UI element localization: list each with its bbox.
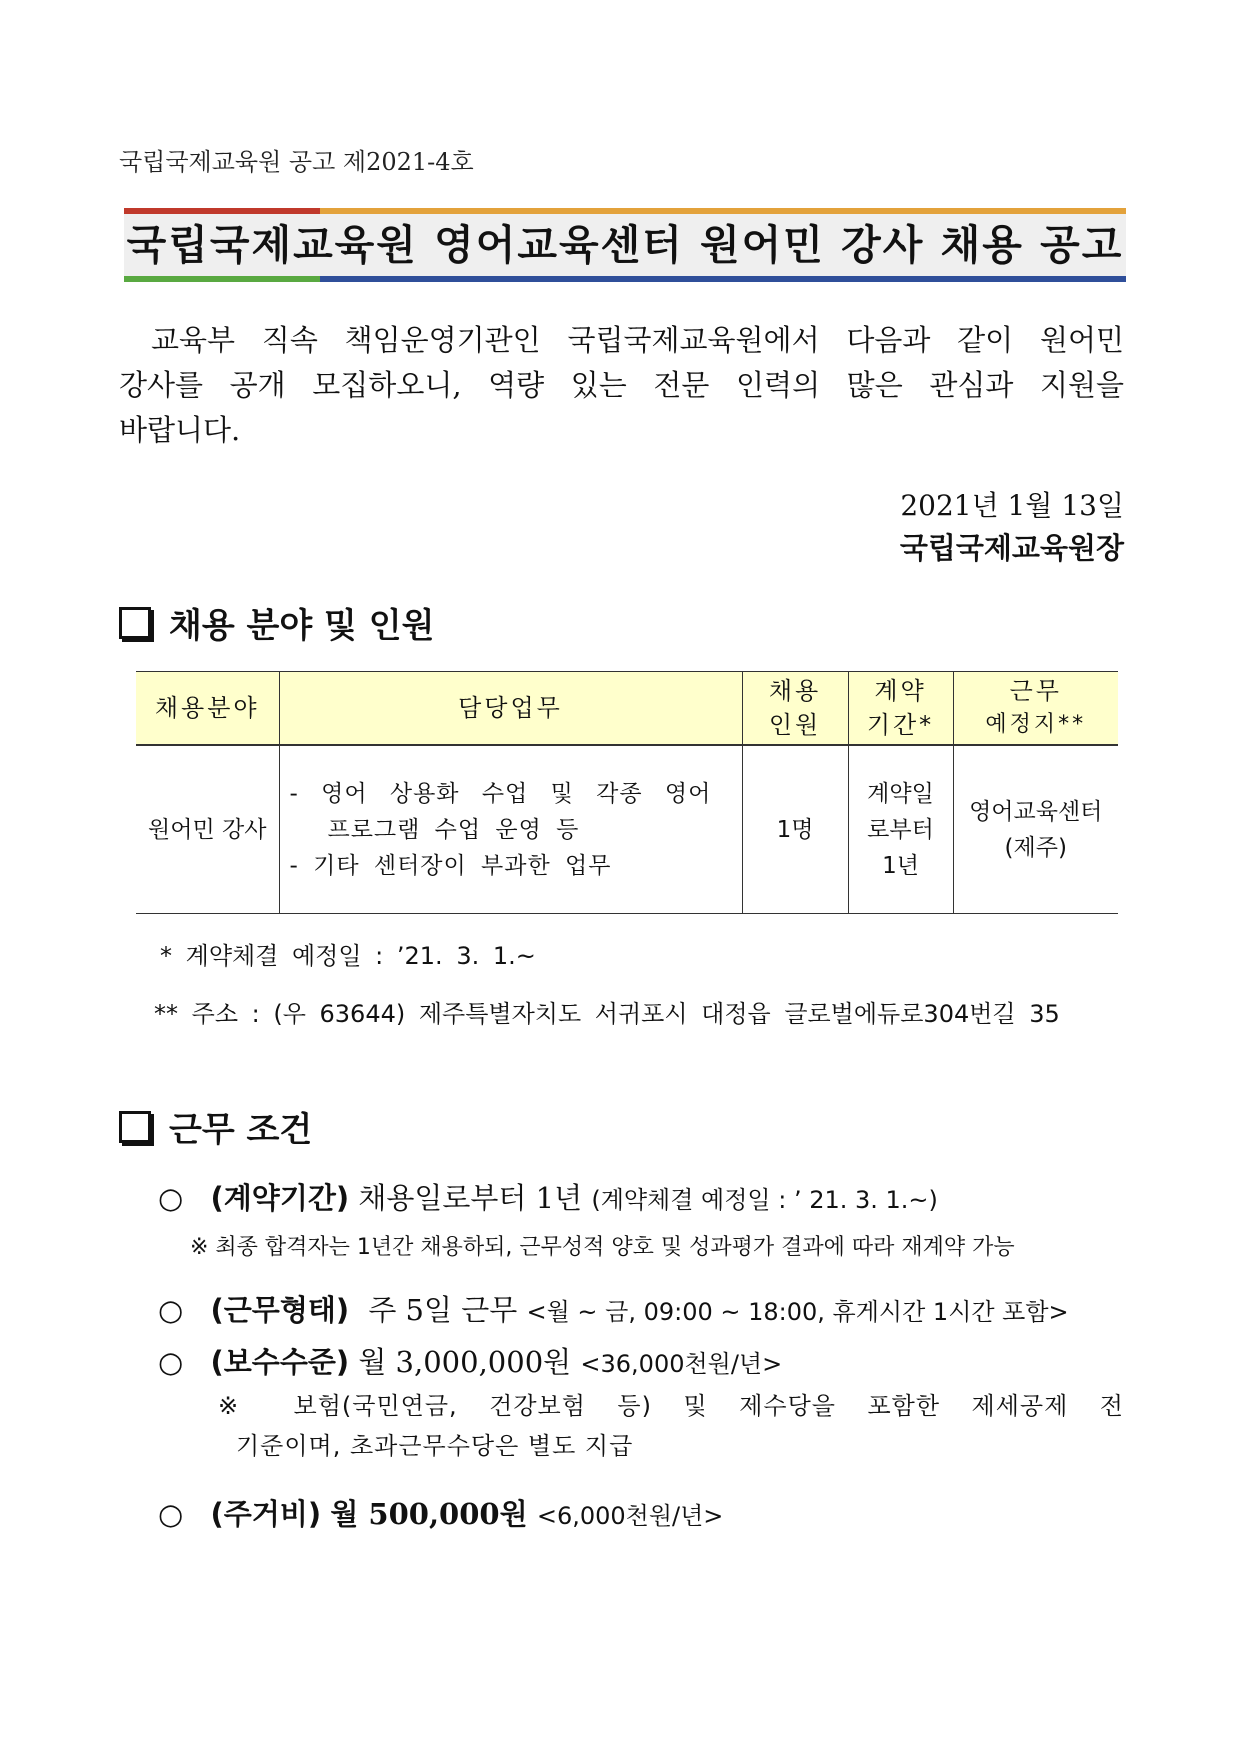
section-title: 채용 분야 및 인원 xyxy=(169,606,435,646)
period-line: 로부터 xyxy=(867,816,934,843)
place-line: (제주) xyxy=(1004,834,1067,861)
header-count-line: 인원 xyxy=(768,711,822,739)
condition-text: 월 3,000,000원 xyxy=(358,1345,572,1379)
cell-count: 1명 xyxy=(742,745,848,914)
bullet-circle-icon: ○ xyxy=(158,1293,184,1327)
cell-field: 원어민 강사 xyxy=(136,745,279,914)
signer: 국립국제교육원장 xyxy=(899,531,1124,565)
condition-label: (보수수준) xyxy=(210,1345,350,1379)
bullet-circle-icon: ○ xyxy=(158,1181,184,1215)
condition-work xyxy=(158,1288,1069,1329)
period-line: 계약일 xyxy=(867,780,934,807)
intro-line: 강사를 공개 모집하오니, 역량 있는 전문 인력의 많은 관심과 지원을 xyxy=(119,368,1124,402)
duty-line: - 영어 상용화 수업 및 각종 영어 xyxy=(289,780,712,807)
header-period-line: 기간* xyxy=(866,711,935,739)
condition-detail: <36,000천원/년> xyxy=(580,1350,783,1378)
header-place xyxy=(953,672,1118,746)
recruitment-table xyxy=(136,671,1118,914)
condition-label: (주거비) xyxy=(210,1497,322,1531)
condition-detail: <6,000천원/년> xyxy=(536,1502,724,1530)
note-address: ** 주소 : (우 63644) 제주특별자치도 서귀포시 대정읍 글로벌에듀로304번길 35 xyxy=(154,1000,1060,1028)
header-period xyxy=(848,672,953,746)
header-count-line: 채용 xyxy=(768,677,822,705)
condition-pay-note: ※ 보험(국민연금, 건강보험 등) 및 제수당을 포함한 제세공제 전 xyxy=(218,1392,1124,1420)
note-contract-date: * 계약체결 예정일 : ’21. 3. 1.~ xyxy=(160,942,536,970)
header-place-line: 예정지** xyxy=(985,712,1087,737)
header-count xyxy=(742,672,848,746)
condition-text: 주 5일 근무 xyxy=(368,1293,518,1327)
bullet-circle-icon: ○ xyxy=(158,1497,184,1531)
condition-detail: <월 ~ 금, 09:00 ~ 18:00, 휴게시간 1시간 포함> xyxy=(526,1298,1069,1326)
header-period-line: 계약 xyxy=(874,677,927,705)
intro-line: 교육부 직속 책임운영기관인 국립국제교육원에서 다음과 같이 원어민 xyxy=(151,323,1124,357)
condition-pay-note: 기준이며, 초과근무수당은 별도 지급 xyxy=(236,1432,634,1460)
duty-line: 프로그램 수업 운영 등 xyxy=(327,816,580,843)
header-duty: 담당업무 xyxy=(279,672,742,746)
title-banner xyxy=(124,208,1126,282)
condition-text: 월 500,000원 xyxy=(330,1497,528,1531)
notice-date: 2021년 1월 13일 xyxy=(900,489,1124,522)
condition-contract-note: ※ 최종 합격자는 1년간 채용하되, 근무성적 양호 및 성과평가 결과에 따라 재계약 가능 xyxy=(190,1235,1015,1260)
period-line: 1년 xyxy=(882,852,919,879)
condition-text: 채용일로부터 1년 xyxy=(358,1181,583,1215)
table-header-row xyxy=(136,672,1118,746)
document-title: 국립국제교육원 영어교육센터 원어민 강사 채용 공고 xyxy=(126,221,1124,269)
condition-label: (계약기간) xyxy=(210,1181,350,1215)
condition-pay xyxy=(158,1340,782,1381)
cell-place xyxy=(953,745,1118,914)
title-stripe-blue xyxy=(320,276,1126,282)
condition-contract xyxy=(158,1176,938,1217)
header-field: 채용분야 xyxy=(136,672,279,746)
cell-duty xyxy=(279,745,742,914)
section-header-conditions xyxy=(119,1102,312,1151)
cell-period xyxy=(848,745,953,914)
checkbox-square-icon xyxy=(119,607,151,639)
notice-number: 국립국제교육원 공고 제2021-4호 xyxy=(119,148,474,176)
section-title: 근무 조건 xyxy=(169,1110,313,1150)
table-row xyxy=(136,745,1118,914)
header-place-line: 근무 xyxy=(1009,677,1062,705)
duty-line: - 기타 센터장이 부과한 업무 xyxy=(289,852,612,879)
condition-housing xyxy=(158,1492,723,1533)
place-line: 영어교육센터 xyxy=(969,798,1103,825)
condition-label: (근무형태) xyxy=(210,1293,350,1327)
checkbox-square-icon xyxy=(119,1111,151,1143)
bullet-circle-icon: ○ xyxy=(158,1345,184,1379)
title-stripe-green xyxy=(124,276,320,282)
condition-detail: (계약체결 예정일 : ’ 21. 3. 1.~) xyxy=(591,1186,938,1214)
section-header-recruitment xyxy=(119,598,434,647)
intro-line: 바랍니다. xyxy=(119,413,241,447)
intro-paragraph xyxy=(119,318,1124,453)
